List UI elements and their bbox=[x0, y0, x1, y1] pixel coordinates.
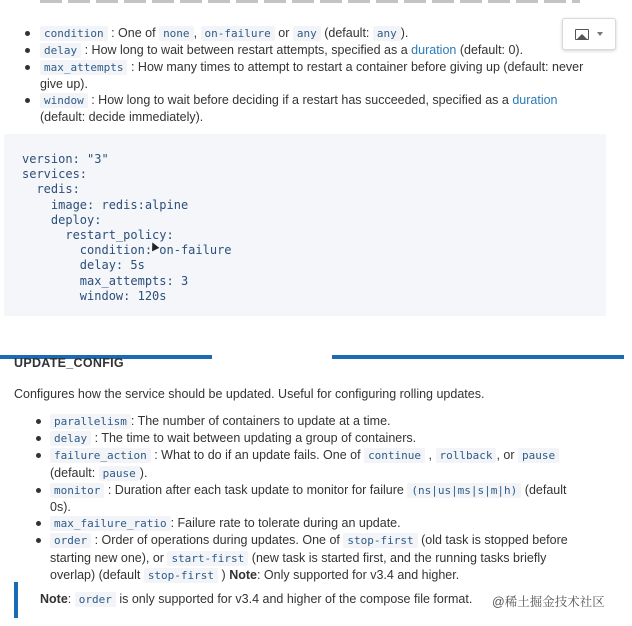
item-text: : Failure rate to tolerate during an update. bbox=[170, 516, 401, 531]
code-example: version: "3" services: redis: image: redis:alpine deploy: restart_policy: condition: on-failure delay: 5s max_attempts: 3 window: 120s bbox=[22, 152, 232, 303]
item-text: , or bbox=[496, 448, 515, 463]
item-text: : Duration after each task update to monitor for failure bbox=[107, 482, 404, 497]
inline-code: on-failure bbox=[201, 26, 275, 41]
inline-code: any bbox=[373, 26, 401, 41]
inline-code: stop-first bbox=[144, 568, 218, 583]
duration-link[interactable]: duration bbox=[411, 43, 457, 57]
list-item bbox=[50, 447, 585, 481]
item-text: : Only supported for v3.4 and higher. bbox=[256, 567, 460, 582]
item-text: : The number of containers to update at a time. bbox=[130, 414, 391, 428]
item-text: : How long to wait between restart attempts, specified as a bbox=[84, 43, 408, 57]
list-item bbox=[50, 482, 585, 515]
inline-code: (ns|us|ms|s|m|h) bbox=[407, 483, 521, 498]
watermark: @稀土掘金技术社区 bbox=[492, 595, 605, 609]
item-text: (old task is stopped before starting new one), or bbox=[50, 533, 568, 565]
inline-code: continue bbox=[364, 448, 425, 463]
item-text: (default 0s). bbox=[50, 482, 567, 515]
item-text: : What to do if an update fails. One of bbox=[154, 448, 361, 463]
item-text: : The time to wait between updating a group of containers. bbox=[94, 431, 417, 446]
item-text: , bbox=[428, 448, 433, 463]
item-text: , bbox=[193, 26, 198, 40]
item-text: : Order of operations during updates. One of bbox=[94, 533, 340, 548]
item-text: (default: decide immediately). bbox=[40, 110, 204, 124]
inline-code: monitor bbox=[50, 483, 104, 498]
chevron-down-icon[interactable] bbox=[597, 32, 603, 36]
inline-code: max_attempts bbox=[40, 60, 127, 75]
inline-code: window bbox=[40, 93, 88, 108]
item-text: (default: 0). bbox=[459, 43, 524, 57]
list-item bbox=[40, 59, 585, 92]
restart-policy-options-list bbox=[40, 25, 585, 125]
list-item bbox=[40, 42, 585, 59]
image-toolbar-button[interactable] bbox=[562, 18, 616, 50]
inline-code: start-first bbox=[167, 551, 248, 566]
item-text: or bbox=[278, 26, 290, 40]
item-text: (new task is started first, and the running tasks briefly overlap) (default bbox=[50, 550, 547, 582]
clipped-text-line bbox=[40, 0, 580, 5]
inline-code: rollback bbox=[436, 448, 497, 463]
note-colon: : bbox=[67, 592, 72, 606]
list-item bbox=[50, 532, 585, 584]
item-text: ). bbox=[400, 26, 409, 40]
list-item bbox=[50, 430, 585, 447]
inline-code: max_failure_ratio bbox=[50, 516, 171, 531]
note-text bbox=[40, 592, 472, 606]
inline-code: pause bbox=[518, 448, 559, 463]
note-label: Note bbox=[40, 592, 68, 606]
item-text: ). bbox=[139, 465, 148, 480]
list-item bbox=[50, 413, 585, 430]
item-text: ) bbox=[221, 567, 226, 582]
inline-code: delay bbox=[40, 43, 81, 58]
inline-code: parallelism bbox=[50, 414, 131, 429]
section-title: UPDATE_CONFIG bbox=[14, 356, 124, 370]
inline-code: order bbox=[75, 592, 116, 607]
list-item bbox=[40, 92, 585, 125]
note-body: is only supported for v3.4 and higher of the compose file format. bbox=[119, 592, 473, 606]
update-config-options-list bbox=[50, 413, 585, 584]
note-label: Note bbox=[229, 567, 257, 582]
inline-code: delay bbox=[50, 431, 91, 446]
item-text: : One of bbox=[111, 26, 156, 40]
inline-code: stop-first bbox=[343, 533, 417, 548]
image-icon bbox=[575, 29, 589, 40]
list-item bbox=[50, 515, 585, 532]
inline-code: failure_action bbox=[50, 448, 151, 463]
inline-code: order bbox=[50, 533, 91, 548]
duration-link[interactable]: duration bbox=[512, 93, 558, 107]
item-text: : How long to wait before deciding if a restart has succeeded, specified as a bbox=[91, 93, 509, 107]
item-text: : How many times to attempt to restart a container before giving up (default: never give up). bbox=[40, 60, 584, 91]
code-block bbox=[4, 134, 606, 316]
item-text: (default: bbox=[50, 465, 96, 480]
inline-code: none bbox=[159, 26, 194, 41]
inline-code: any bbox=[293, 26, 321, 41]
section-tab-gap bbox=[212, 351, 332, 365]
inline-code: condition bbox=[40, 26, 108, 41]
list-item bbox=[40, 25, 585, 42]
inline-code: pause bbox=[99, 466, 140, 481]
section-description: Configures how the service should be updated. Useful for configuring rolling updates. bbox=[14, 387, 485, 401]
item-text: (default: bbox=[324, 26, 370, 40]
